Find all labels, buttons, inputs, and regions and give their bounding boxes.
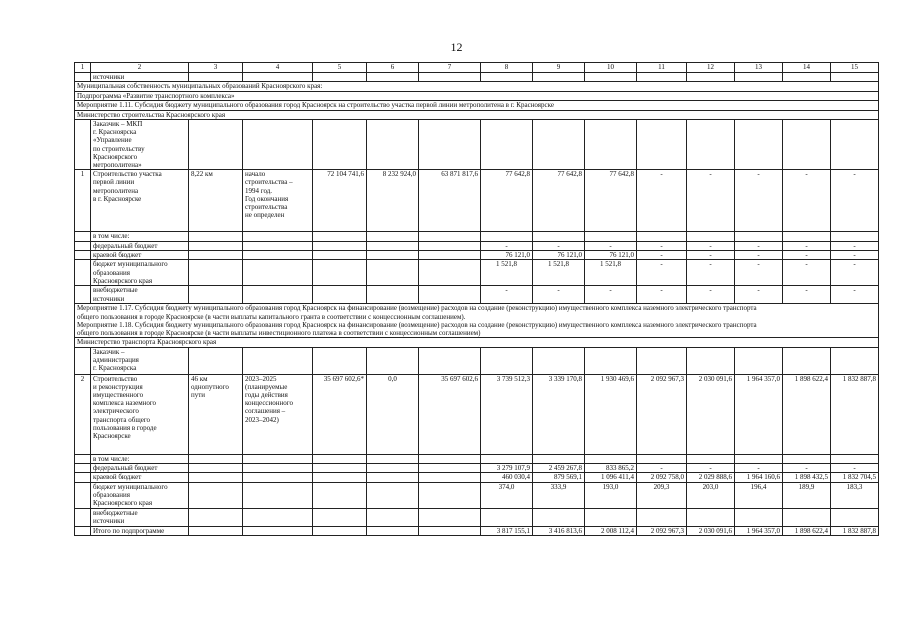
value-cell: 1 521,8 [481, 260, 533, 286]
header-cell: 9 [533, 63, 585, 73]
section-row [75, 82, 879, 91]
spent-cost: 0,0 [367, 374, 419, 454]
estimated-cost: 35 697 602,6* [313, 374, 367, 454]
ministry-title: Министерство строительства Красноярского края [75, 110, 879, 119]
value-cell: - [783, 241, 831, 250]
value-cell: 1 898 622,4 [783, 374, 831, 454]
value-cell: 1 964 357,0 [735, 526, 783, 535]
value-cell: 2 092 967,3 [637, 526, 687, 535]
value-cell: - [637, 260, 687, 286]
value-cell: 1 898 432,5 [783, 473, 831, 482]
page-number: 12 [450, 40, 463, 54]
municipal-budget-label: бюджет муниципального образования Красноярского края [91, 482, 189, 508]
header-cell: 11 [637, 63, 687, 73]
value-cell: 76 121,0 [481, 250, 533, 259]
object-term: 2023–2025 (планируемые годы действия концессионного соглашения – 2023–2042) [243, 374, 313, 454]
value-cell: 1 832 704,5 [831, 473, 879, 482]
value-cell: - [687, 260, 735, 286]
table-row [75, 232, 879, 241]
header-cell: 8 [481, 63, 533, 73]
including-label: в том числе: [91, 454, 189, 463]
table-row [75, 454, 879, 463]
estimated-cost: 72 104 741,6 [313, 170, 367, 232]
object-number: 2 [75, 374, 91, 454]
measure-title: Мероприятие 1.11. Субсидия бюджету муниципального образования город Красноярск на строительство участка первой линии метрополитена в г. Красноярске [75, 101, 879, 110]
value-cell: - [481, 286, 533, 304]
value-cell: - [783, 463, 831, 472]
object-capacity: 46 км однопутного пути [189, 374, 243, 454]
value-cell: 2 029 888,6 [687, 473, 735, 482]
value-cell: - [585, 241, 637, 250]
value-cell: - [533, 286, 585, 304]
value-cell: 2 092 967,3 [637, 374, 687, 454]
value-cell: - [735, 463, 783, 472]
value-cell: 3 817 155,1 [481, 526, 533, 535]
value-cell: 77 642,8 [481, 170, 533, 232]
value-cell: - [637, 463, 687, 472]
value-cell: 196,4 [735, 482, 783, 508]
object-row [75, 170, 879, 232]
value-cell: - [687, 170, 735, 232]
value-cell: - [533, 241, 585, 250]
total-row [75, 526, 879, 535]
customer-cell: Заказчик – МКП г. Красноярска «Управление по строительству Красноярского метрополитена» [91, 119, 189, 169]
federal-budget-label: федеральный бюджет [91, 241, 189, 250]
regional-budget-label: краевой бюджет [91, 250, 189, 259]
value-cell: 193,0 [585, 482, 637, 508]
value-cell: - [831, 170, 879, 232]
spent-cost: 8 232 924,0 [367, 170, 419, 232]
value-cell: - [637, 241, 687, 250]
value-cell: - [735, 260, 783, 286]
value-cell: 1 521,8 [533, 260, 585, 286]
source-label: источники [91, 73, 189, 82]
value-cell: 3 416 813,6 [533, 526, 585, 535]
value-cell: 3 279 107,9 [481, 463, 533, 472]
header-cell: 6 [367, 63, 419, 73]
value-cell: - [831, 260, 879, 286]
value-cell: - [687, 241, 735, 250]
owner-section-title: Муниципальная собственность муниципальных образований Красноярского края: [75, 82, 879, 91]
value-cell: - [831, 463, 879, 472]
ministry-title: Министерство транспорта Красноярского края [75, 338, 879, 347]
value-cell: - [687, 286, 735, 304]
subprogram-title: Подпрограмма «Развитие транспортного комплекса» [75, 91, 879, 100]
value-cell: - [735, 250, 783, 259]
value-cell: - [637, 170, 687, 232]
object-row [75, 374, 879, 454]
value-cell: - [783, 286, 831, 304]
value-cell: 879 569,1 [533, 473, 585, 482]
measures-title: Мероприятие 1.17. Субсидия бюджету муниципального образования город Красноярск на финансирование (возмещение) расходов на создание (реконструкцию) имущественного комплекса наземного электрического транспорта общего пользования в городе Красноярске (в части выплаты капитального гранта в соответствии с концессионным соглашением). Мероприятие 1.18. Субсидия бюджету муниципального образования город Красноярск на финансирование (возмещение) расходов на создание (реконструкцию) имущественного комплекса наземного электрического транспорта общего пользования в городе Красноярске (в части выплаты инвестиционного платежа в соответствии с концессионным соглашением) [75, 304, 879, 338]
value-cell: - [831, 241, 879, 250]
value-cell: 2 459 267,8 [533, 463, 585, 472]
section-row [75, 338, 879, 347]
section-row [75, 304, 879, 338]
value-cell: 189,9 [783, 482, 831, 508]
value-cell: 1 832 887,8 [831, 374, 879, 454]
table-row [75, 250, 879, 259]
header-row [75, 63, 879, 73]
header-cell: 3 [189, 63, 243, 73]
offbudget-label: внебюджетные источники [91, 508, 189, 526]
table-row [75, 473, 879, 482]
value-cell: 183,3 [831, 482, 879, 508]
value-cell: - [831, 286, 879, 304]
value-cell: - [735, 170, 783, 232]
budget-table [74, 62, 879, 536]
value-cell: 2 008 112,4 [585, 526, 637, 535]
object-capacity: 8,22 км [189, 170, 243, 232]
value-cell: 77 642,8 [533, 170, 585, 232]
offbudget-label: внебюджетные источники [91, 286, 189, 304]
federal-budget-label: федеральный бюджет [91, 463, 189, 472]
value-cell: 1 964 160,6 [735, 473, 783, 482]
header-cell: 15 [831, 63, 879, 73]
value-cell: 76 121,0 [533, 250, 585, 259]
table-row [75, 241, 879, 250]
value-cell: - [783, 250, 831, 259]
table-row [75, 73, 879, 82]
value-cell: 333,9 [533, 482, 585, 508]
value-cell: 209,3 [637, 482, 687, 508]
value-cell: 833 865,2 [585, 463, 637, 472]
including-label: в том числе: [91, 232, 189, 241]
header-cell: 7 [419, 63, 481, 73]
value-cell: - [783, 260, 831, 286]
value-cell: - [637, 250, 687, 259]
header-cell: 2 [91, 63, 189, 73]
section-row [75, 91, 879, 100]
object-name: Строительство и реконструкция имущественного комплекса наземного электрического транспорта общего пользования в городе Красноярске [91, 374, 189, 454]
remaining-cost: 63 871 817,6 [419, 170, 481, 232]
total-label: Итого по подпрограмме [91, 526, 189, 535]
section-row [75, 110, 879, 119]
section-row [75, 101, 879, 110]
table-row [75, 286, 879, 304]
remaining-cost: 35 697 602,6 [419, 374, 481, 454]
table-row [75, 508, 879, 526]
value-cell: 3 339 170,8 [533, 374, 585, 454]
value-cell: 1 521,8 [585, 260, 637, 286]
header-cell: 14 [783, 63, 831, 73]
object-term: начало строительства – 1994 год. Год окончания строительства не определен [243, 170, 313, 232]
value-cell: - [585, 286, 637, 304]
value-cell: - [481, 241, 533, 250]
table-row [75, 260, 879, 286]
object-number: 1 [75, 170, 91, 232]
value-cell: 1 964 357,0 [735, 374, 783, 454]
value-cell: 3 739 512,3 [481, 374, 533, 454]
value-cell: - [831, 250, 879, 259]
header-cell: 10 [585, 63, 637, 73]
value-cell: 76 121,0 [585, 250, 637, 259]
value-cell: 2 092 758,0 [637, 473, 687, 482]
value-cell: - [637, 286, 687, 304]
header-cell: 4 [243, 63, 313, 73]
value-cell: 203,0 [687, 482, 735, 508]
value-cell: 1 096 411,4 [585, 473, 637, 482]
value-cell: 2 030 091,6 [687, 526, 735, 535]
regional-budget-label: краевой бюджет [91, 473, 189, 482]
table-row [75, 463, 879, 472]
value-cell: - [687, 250, 735, 259]
table-row [75, 482, 879, 508]
value-cell: - [735, 286, 783, 304]
header-cell: 13 [735, 63, 783, 73]
value-cell: - [783, 170, 831, 232]
table-row [75, 119, 879, 169]
value-cell: 460 030,4 [481, 473, 533, 482]
value-cell: 374,0 [481, 482, 533, 508]
header-cell: 12 [687, 63, 735, 73]
customer-cell: Заказчик – администрация г. Красноярска [91, 347, 189, 374]
value-cell: 77 642,8 [585, 170, 637, 232]
value-cell: 1 832 887,8 [831, 526, 879, 535]
value-cell: - [687, 463, 735, 472]
municipal-budget-label: бюджет муниципального образования Красноярского края [91, 260, 189, 286]
value-cell: 1 898 622,4 [783, 526, 831, 535]
table-row [75, 347, 879, 374]
value-cell: - [735, 241, 783, 250]
object-name: Строительство участка первой линии метрополитена в г. Красноярске [91, 170, 189, 232]
value-cell: 2 030 091,6 [687, 374, 735, 454]
header-cell: 1 [75, 63, 91, 73]
header-cell: 5 [313, 63, 367, 73]
value-cell: 1 930 469,6 [585, 374, 637, 454]
